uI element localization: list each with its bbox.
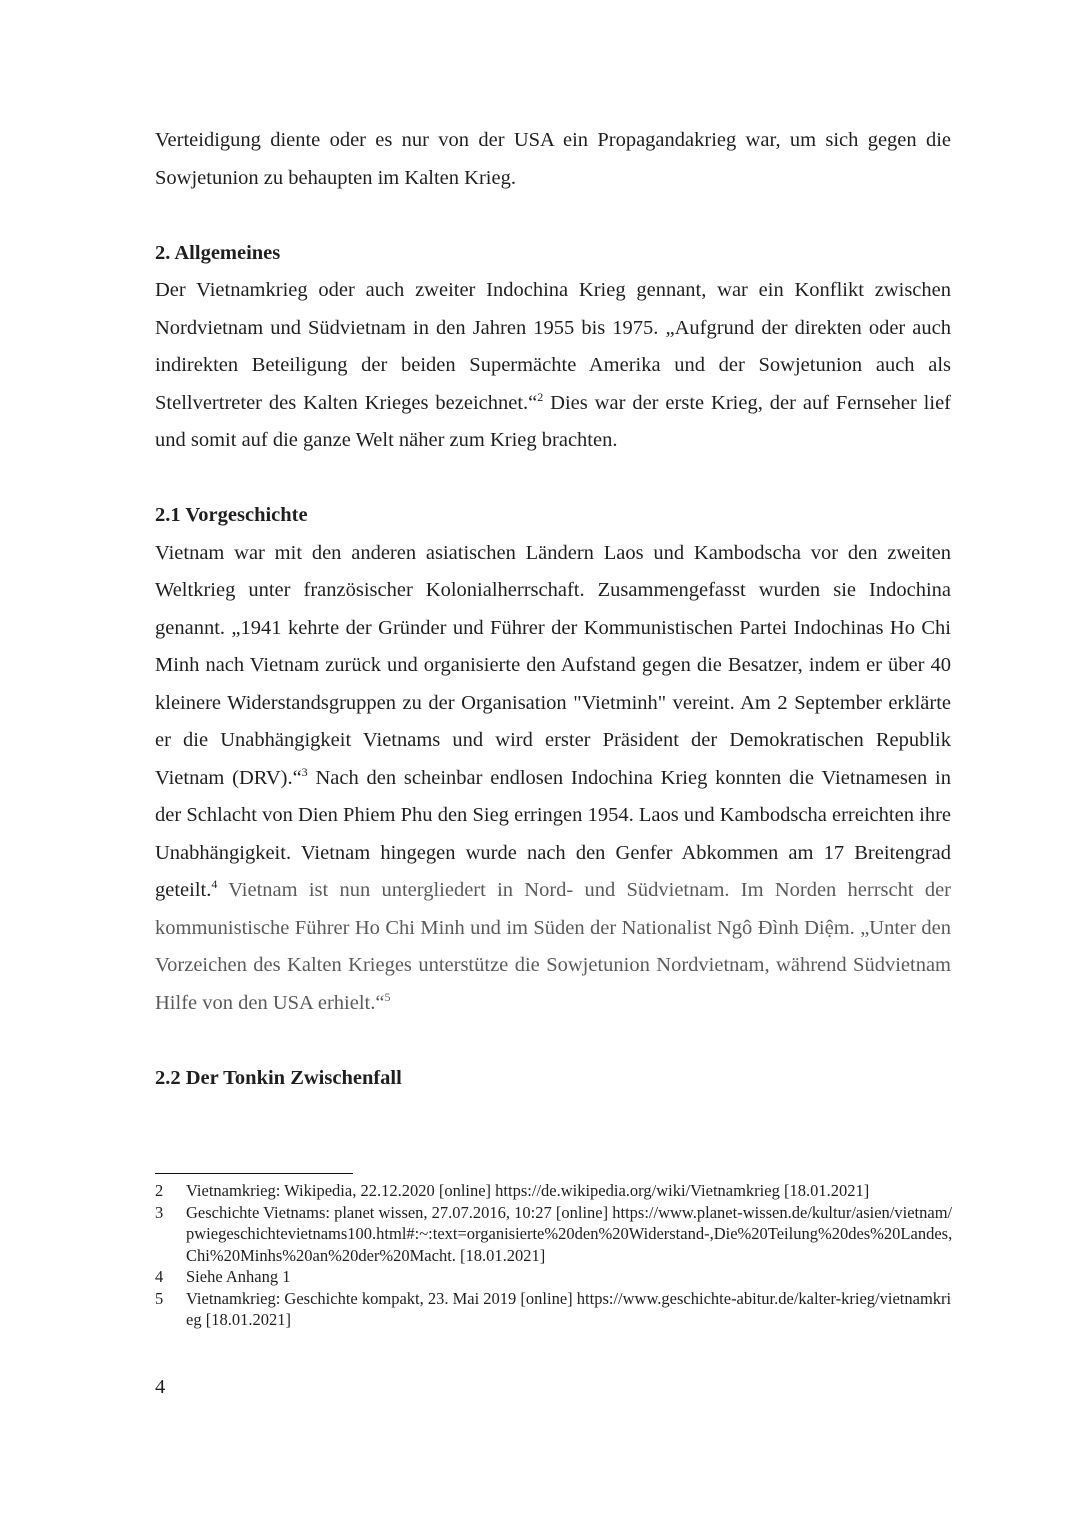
footnote-item	[155, 1288, 955, 1331]
page-body	[155, 122, 951, 1097]
heading-allgemeines: 2. Allgemeines	[155, 241, 281, 264]
footnote-number: 5	[155, 1288, 164, 1308]
footnote-item	[155, 1180, 955, 1202]
footnote-ref-3: 3	[301, 764, 308, 779]
footnote-item	[155, 1202, 955, 1267]
footnote-ref-2: 2	[537, 389, 544, 404]
heading-vorgeschichte: 2.1 Vorgeschichte	[155, 504, 308, 526]
footnotes	[155, 1173, 955, 1331]
text-segment-gray: Vietnam ist nun untergliedert in Nord- und Südvietnam. Im Norden herrscht der kommunistische Führer Ho Chi Minh und im Süden der Nationalist Ngô Đình Diệm. „Unter den Vorzeichen des Kalten Krieges unterstütze die Sowjetunion Nordvietnam, während Südvietnam Hilfe von den USA erhielt.“	[155, 879, 951, 1014]
footnote-text: Vietnamkrieg: Geschichte kompakt, 23. Mai 2019 [online] https://www.geschichte-abitur.de/kalter-krieg/vietnamkrieg [18.01.2021]	[186, 1288, 952, 1329]
text-segment: Vietnam war mit den anderen asiatischen Ländern Laos und Kambodscha vor den zweiten Weltkrieg unter französischer Kolonialherrschaft. Zusammengefasst wurden sie Indochina genannt. „1941 kehrte der Gründer und Führer der Kommunistischen Partei Indochinas Ho Chi Minh nach Vietnam zurück und organisierte den Aufstand gegen die Besatzer, indem er über 40 kleinere Widerstandsgruppen zu der Organisation "Vietminh" vereint. Am 2 September erklärte er die Unabhängigkeit Vietnams und wird erster Präsident der Demokratischen Republik Vietnam (DRV).“	[155, 541, 951, 789]
paragraph-vorgeschichte	[155, 535, 951, 1023]
paragraph-allgemeines	[155, 272, 951, 460]
page-number: 4	[155, 1376, 166, 1398]
footnote-ref-4: 4	[211, 877, 218, 892]
text-segment: Dies war der erste Krieg, der auf Fernseher lief und somit auf die ganze Welt näher zum Krieg brachten.	[155, 391, 951, 451]
text-segment: Nach den scheinbar endlosen Indochina Krieg konnten die Vietnamesen in der Schlacht von Dien Phiem Phu den Sieg erringen 1954. Laos und Kambodscha erreichten ihre Unabhängigkeit. Vietnam hingegen wurde nach den Genfer Abkommen am 17 Breitengrad geteilt.	[155, 766, 951, 901]
footnote-number: 2	[155, 1181, 164, 1200]
footnote-number: 3	[155, 1202, 164, 1222]
footnote-number: 4	[155, 1267, 164, 1286]
footnote-item	[155, 1266, 955, 1288]
footnote-text: Siehe Anhang 1	[186, 1267, 291, 1286]
intro-paragraph: Verteidigung diente oder es nur von der USA ein Propagandakrieg war, um sich gegen die Sowjetunion zu behaupten im Kalten Krieg.	[155, 129, 951, 189]
footnote-text: Vietnamkrieg: Wikipedia, 22.12.2020 [online] https://de.wikipedia.org/wiki/Vietnamkrieg [18.01.2021]	[186, 1181, 870, 1200]
footnote-text: Geschichte Vietnams: planet wissen, 27.07.2016, 10:27 [online] https://www.planet-wissen.de/kultur/asien/vietnam/pwiegeschichtevietnams100.html#:~:text=organisierte%20den%20Widerstand-,Die%20Teilung%20des%20Landes,Chi%20Minhs%20an%20der%20Macht. [18.01.2021]	[186, 1202, 953, 1265]
footnote-separator	[155, 1173, 353, 1174]
footnote-ref-5: 5	[384, 989, 391, 1004]
text-segment: Der Vietnamkrieg oder auch zweiter Indochina Krieg gennant, war ein Konflikt zwischen Nordvietnam und Südvietnam in den Jahren 1955 bis 1975. „Aufgrund der direkten oder auch indirekten Beteiligung der beiden Supermächte Amerika und der Sowjetunion auch als Stellvertreter des Kalten Krieges bezeichnet.“	[155, 279, 951, 414]
heading-tonkin: 2.2 Der Tonkin Zwischenfall	[155, 1066, 402, 1089]
